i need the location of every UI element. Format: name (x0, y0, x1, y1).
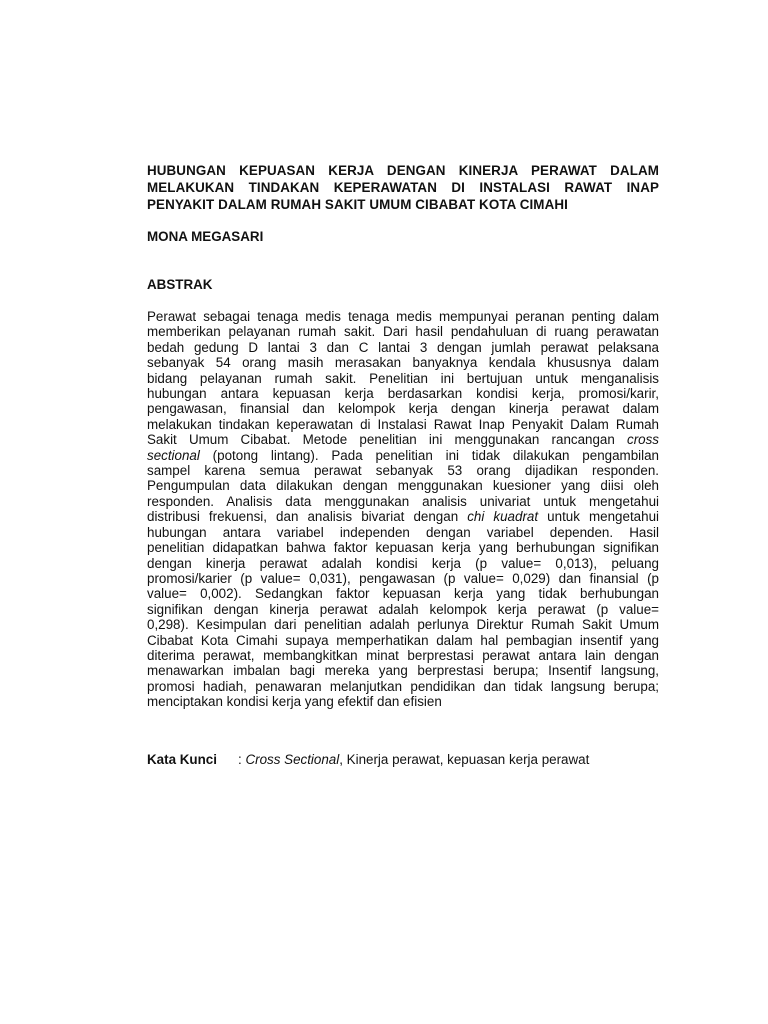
abstract-line: pengawasan, finansial dan kelompok kerja dengan kinerja perawat dalam (147, 401, 659, 417)
abstract-line: Cibabat Kota Cimahi supaya memperhatikan dalam hal pembagian insentif yang (147, 632, 659, 648)
abstract-italic-term: chi kuadrat (467, 509, 539, 525)
abstract-line: hubungan antara kepuasan kerja berdasarkan kondisi kerja, promosi/karir, (147, 386, 659, 402)
keywords (147, 752, 589, 767)
paper-content (147, 162, 659, 767)
keywords-italic-term: Cross Sectional (245, 752, 340, 767)
abstract-line: bidang pelayanan rumah sakit. Penelitian ini bertujuan untuk menganalisis (147, 370, 659, 386)
abstract-line: signifikan dengan kinerja perawat adalah kelompok kerja perawat (p value= (147, 601, 659, 617)
abstract-heading: ABSTRAK (147, 277, 213, 292)
keywords-label: Kata Kunci (147, 752, 217, 767)
abstract-line: distribusi frekuensi, dan analisis bivariat dengan chi kuadrat untuk mengetahui (147, 509, 659, 525)
abstract-line: bedah gedung D lantai 3 dan C lantai 3 dengan jumlah perawat pelaksana (147, 339, 659, 355)
abstract-line: sectional (potong lintang). Pada penelitian ini tidak dilakukan pengambilan (147, 447, 659, 463)
abstract-line: hubungan antara variabel independen dengan variabel dependen. Hasil (147, 524, 659, 540)
keywords-separator: : (238, 752, 246, 767)
author-name: MONA MEGASARI (147, 229, 264, 244)
abstract-body (147, 309, 659, 710)
abstract-line: Pengumpulan data dilakukan dengan menggunakan kuesioner yang diisi oleh (147, 478, 659, 494)
abstract-italic-term: cross (627, 432, 659, 448)
abstract-line: sebanyak 54 orang masih merasakan banyaknya kendala khususnya dalam (147, 355, 659, 371)
abstract-italic-term: sectional (147, 447, 200, 463)
abstract-line: Perawat sebagai tenaga medis tenaga medis mempunyai peranan penting dalam (147, 309, 659, 324)
abstract-line: promosi/karier (p value= 0,031), pengawasan (p value= 0,029) dan finansial (p (147, 570, 659, 586)
title-line: MELAKUKAN TINDAKAN KEPERAWATAN DI INSTALASI RAWAT INAP (147, 180, 659, 195)
abstract-line: Sakit Umum Cibabat. Metode penelitian ini menggunakan rancangan cross (147, 432, 659, 448)
abstract-line: promosi hadiah, penawaran melanjutkan pendidikan dan tidak langsung berupa; (147, 678, 659, 694)
abstract-line: melakukan tindakan keperawatan di Instalasi Rawat Inap Penyakit Dalam Rumah (147, 416, 659, 432)
abstract-line: sampel karena semua perawat sebanyak 53 orang dijadikan responden. (147, 463, 659, 479)
abstract-line: 0,298). Kesimpulan dari penelitian adalah perlunya Direktur Rumah Sakit Umum (147, 617, 659, 633)
keywords-rest: , Kinerja perawat, kepuasan kerja perawat (339, 752, 590, 767)
abstract-line: value= 0,002). Sedangkan faktor kepuasan kerja yang tidak berhubungan (147, 586, 659, 602)
abstract-line: diterima perawat, membangkitkan minat berprestasi perawat antara lain dengan (147, 647, 659, 663)
abstract-line: menciptakan kondisi kerja yang efektif dan efisien (147, 694, 442, 710)
abstract-line: penelitian didapatkan bahwa faktor kepuasan kerja yang berhubungan signifikan (147, 540, 659, 556)
title-line: PENYAKIT DALAM RUMAH SAKIT UMUM CIBABAT KOTA CIMAHI (147, 197, 568, 212)
abstract-line: responden. Analisis data menggunakan analisis univariat untuk mengetahui (147, 493, 659, 509)
abstract-line: menawarkan imbalan bagi mereka yang berprestasi berupa; Insentif langsung, (147, 663, 659, 679)
abstract-line: memberikan pelayanan rumah sakit. Dari hasil pendahuluan di ruang perawatan (147, 324, 659, 340)
abstract-line: dengan kinerja perawat adalah kondisi kerja (p value= 0,013), peluang (147, 555, 659, 571)
title-line: HUBUNGAN KEPUASAN KERJA DENGAN KINERJA PERAWAT DALAM (147, 163, 659, 178)
paper-title (147, 162, 659, 213)
